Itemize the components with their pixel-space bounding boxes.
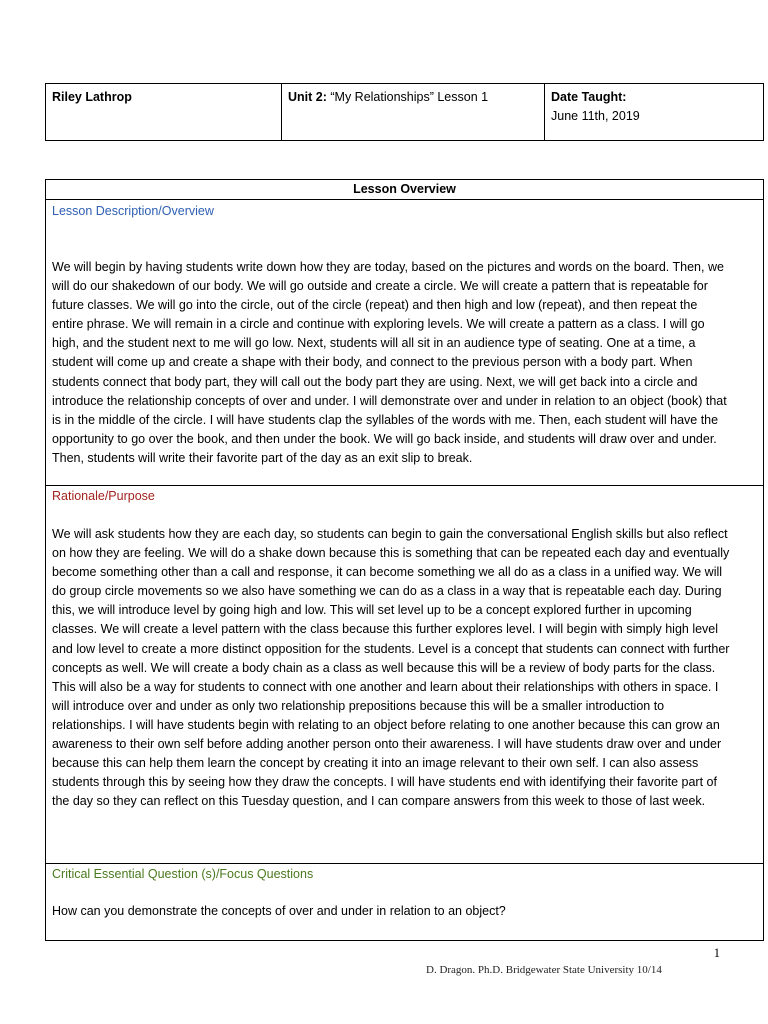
unit-title: “My Relationships” Lesson 1	[326, 90, 489, 104]
rationale-heading: Rationale/Purpose	[52, 489, 155, 503]
rationale-text: We will ask students how they are each day, so students can begin to gain the conversational English skills but also reflect on how they are feeling. We will do a shake down because this is something that can be repeated each day and eventually become something other than a call and response, it can become something we all do as a class in a unified way. We will do group circle movements so we also have something we can do as a class in a way that is repeatable each day. During this, we will introduce level by going high and low. This will set level up to be a concept explored further in upcoming classes. We will create a level pattern with the class because this further explores level. I will begin with simply high level and low level to create a more distinct opposition for the students. Level is a concept that students can connect with further concepts as well. We will create a body chain as a class as well because this will be a review of body parts for the class. This will also be a way for students to connect with one another and learn about their relationships with others in space. I will introduce over and under as only two relationship prepositions because this will be a smaller introduction to relationships. I will have students begin with relating to an object before relating to one another because this can grow an awareness to their own self before adding another person onto their awareness. I will have students draw over and under because this can help them learn the concept by creating it into an image relevant to their own self. I can also assess students through this by seeing how they draw the concepts. I will have students end with identifying their favorite part of the day so they can reflect on this Tuesday question, and I can compare answers from this week to those of last week.	[52, 527, 730, 809]
unit-cell	[282, 84, 545, 141]
lesson-overview-table	[45, 179, 764, 941]
date-label: Date Taught:	[551, 90, 627, 104]
teacher-name: Riley Lathrop	[52, 90, 132, 104]
date-value: June 11th, 2019	[551, 109, 640, 123]
footer-credit: D. Dragon. Ph.D. Bridgewater State University 10/14	[426, 964, 662, 976]
rationale-section	[46, 485, 763, 863]
unit-label: Unit 2:	[288, 90, 327, 104]
date-cell	[545, 84, 764, 141]
lesson-header-table	[45, 83, 764, 141]
question-section	[46, 863, 763, 940]
question-heading: Critical Essential Question (s)/Focus Questions	[52, 867, 314, 881]
question-text: How can you demonstrate the concepts of over and under in relation to an object?	[52, 904, 506, 918]
description-section	[46, 199, 763, 485]
teacher-cell	[46, 84, 282, 141]
description-heading: Lesson Description/Overview	[52, 204, 214, 218]
description-text: We will begin by having students write down how they are today, based on the pictures and words on the board. Then, we will do our shakedown of our body. We will go outside and create a circle. We will create a pattern that is repeatable for future classes. We will go into the circle, out of the circle (repeat) and then high and low (repeat), and then repeat the entire phrase. We will remain in a circle and continue with exploring levels. We will create a pattern as a class. I will go high, and the student next to me will go low. Next, students will all sit in an audience type of seating. One at a time, a student will come up and create a shape with their body, and connect to the previous person with a body part. When students connect that body part, they will call out the body part they are using. Next, we will get back into a circle and introduce the relationship concepts of over and under. I will demonstrate over and under in relation to an object (book) that is in the middle of the circle. I will have students clap the syllables of the words with me. Then, each student will have the opportunity to go over the book, and then under the book. We will go back inside, and students will draw over and under. Then, students will write their favorite part of the day as an exit slip to break.	[52, 260, 727, 465]
lesson-overview-title: Lesson Overview	[353, 182, 456, 196]
page-number: 1	[713, 946, 720, 960]
